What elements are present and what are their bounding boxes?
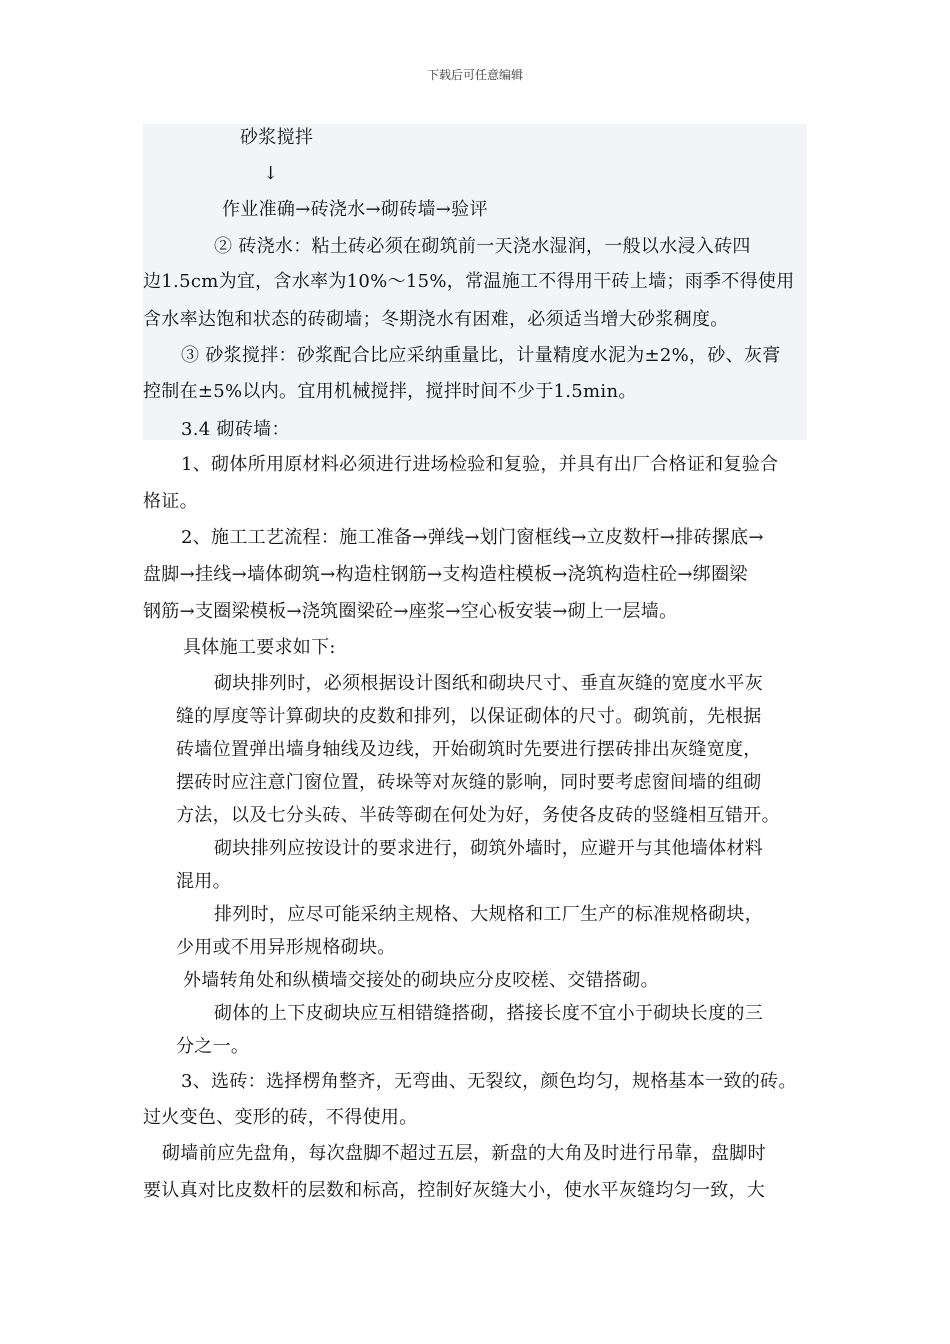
text-line: 1、砌体所用原材料必须进行进场检验和复验，并具有出厂合格证和复验合 <box>181 454 779 475</box>
text-line: 砌体的上下皮砌块应互相错缝搭砌，搭接长度不宜小于砌块长度的三 <box>214 1003 763 1024</box>
text-line: 砖墙位置弹出墙身轴线及边线，开始砌筑时先要进行摆砖排出灰缝宽度， <box>176 739 762 760</box>
text-line: 含水率达饱和状态的砖砌墙；冬期浇水有困难，必须适当增大砂浆稠度。 <box>143 309 729 330</box>
text-line: 砌块排列应按设计的要求进行，砌筑外墙时，应避开与其他墙体材料 <box>214 838 763 859</box>
page-header: 下载后可任意编辑 <box>426 68 523 82</box>
text-line: 3.4 砌砖墙： <box>181 419 290 440</box>
text-line: 少用或不用异形规格砌块。 <box>176 937 396 958</box>
text-line: 砂浆搅拌 <box>240 127 314 148</box>
text-line: 作业准确→砖浇水→砌砖墙→验评 <box>222 199 488 220</box>
text-line: 排列时，应尽可能采纳主规格、大规格和工厂生产的标准规格砌块， <box>214 904 763 925</box>
text-line: 混用。 <box>176 871 231 892</box>
text-line: 钢筋→支圈梁模板→浇筑圈梁砼→座浆→空心板安装→砌上一层墙。 <box>143 601 678 622</box>
text-line: 盘脚→挂线→墙体砌筑→构造柱钢筋→支构造柱模板→浇筑构造柱砼→绑圈梁 <box>143 564 748 585</box>
text-line: 砌墙前应先盘角，每次盘脚不超过五层，新盘的大角及时进行吊靠，盘脚时 <box>162 1143 766 1164</box>
text-line: ② 砖浇水：粘土砖必须在砌筑前一天浇水湿润，一般以水浸入砖四 <box>214 236 751 257</box>
text-line: 砌块排列时，必须根据设计图纸和砌块尺寸、垂直灰缝的宽度水平灰 <box>214 673 763 694</box>
text-line: 控制在±5%以内。宜用机械搅拌，搅拌时间不少于1.5min。 <box>143 381 637 402</box>
text-line: 边1.5cm为宜，含水率为10%～15%，常温施工不得用干砖上墙；雨季不得使用 <box>143 271 795 292</box>
text-line: 2、施工工艺流程：施工准备→弹线→划门窗框线→立皮数杆→排砖摞底→ <box>181 527 764 548</box>
text-line: 分之一。 <box>176 1036 250 1057</box>
text-line: 过火变色、变形的砖，不得使用。 <box>143 1107 418 1128</box>
text-line: 要认真对比皮数杆的层数和标高，控制好灰缝大小，使水平灰缝均匀一致，大 <box>143 1180 766 1201</box>
text-line: 方法，以及七分头砖、半砖等砌在何处为好，务使各皮砖的竖缝相互错开。 <box>176 805 780 826</box>
text-line: 3、选砖：选择楞角整齐，无弯曲、无裂纹，颜色均匀，规格基本一致的砖。 <box>181 1071 797 1092</box>
text-line: ↓ <box>263 163 279 184</box>
text-line: ③ 砂浆搅拌：砂浆配合比应采纳重量比，计量精度水泥为±2%，砂、灰膏 <box>181 345 781 366</box>
text-line: 外墙转角处和纵横墙交接处的砌块应分皮咬槎、交错搭砌。 <box>183 970 659 991</box>
text-line: 具体施工要求如下: <box>183 637 336 658</box>
text-line: 摆砖时应注意门窗位置，砖垛等对灰缝的影响，同时要考虑窗间墙的组砌 <box>176 772 762 793</box>
text-line: 缝的厚度等计算砌块的皮数和排列，以保证砌体的尺寸。砌筑前，先根据 <box>176 706 762 727</box>
text-line: 格证。 <box>143 491 198 512</box>
